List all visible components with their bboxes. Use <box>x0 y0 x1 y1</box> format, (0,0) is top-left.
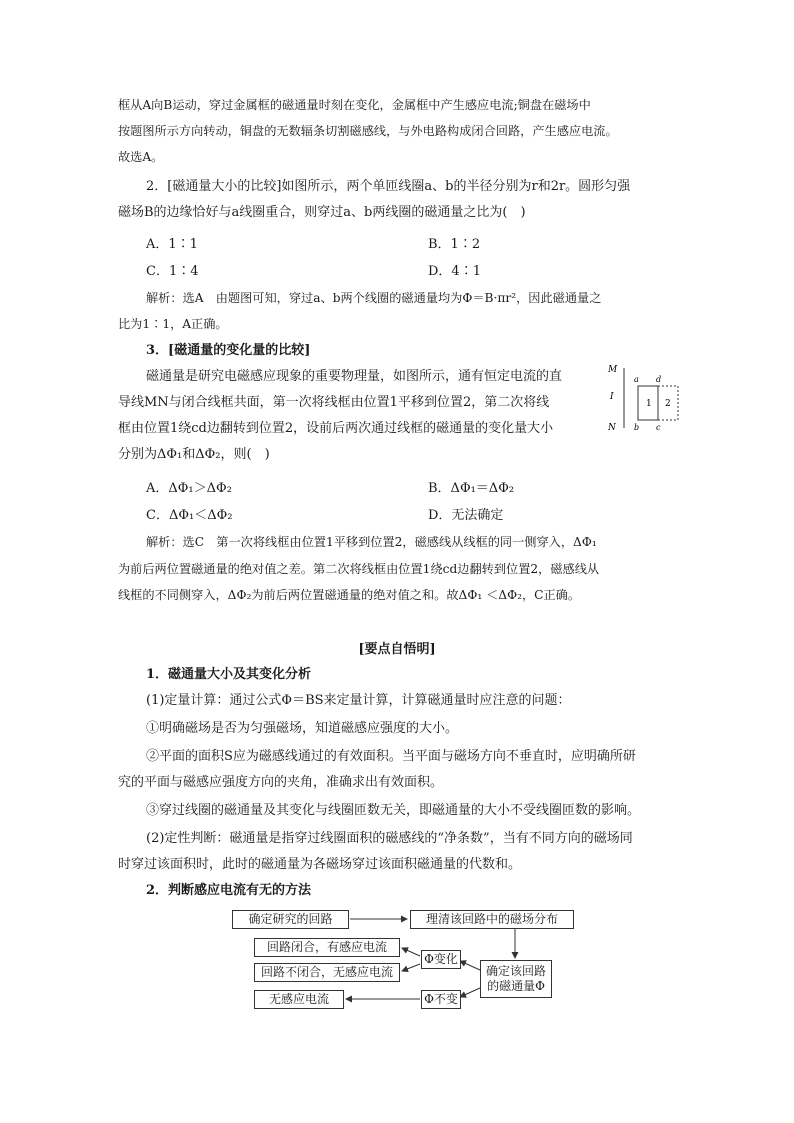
label-i: I <box>610 392 614 402</box>
flow-node-no-current: 无感应电流 <box>254 990 344 1009</box>
text-line: 时穿过该面积时，此时的磁通量为各磁场穿过该面积磁通量的代数和。 <box>118 857 522 872</box>
flow-node-determine-circuit: 确定研究的回路 <box>232 910 349 929</box>
label-d: d <box>656 375 662 384</box>
answer-explanation: 为前后两位置磁通量的绝对值之差。第二次将线框由位置1绕cd边翻转到位置2，磁感线从 <box>118 562 600 576</box>
flowchart <box>232 908 578 1014</box>
section-heading: 2．判断感应电流有无的方法 <box>146 883 312 898</box>
text-line: ②平面的面积S应为磁感线通过的有效面积。当平面与磁场方向不垂直时，应明确所研 <box>146 749 636 764</box>
label-b: b <box>634 423 640 432</box>
text-line: 究的平面与磁感应强度方向的夹角，准确求出有效面积。 <box>118 775 444 790</box>
option-a: A．ΔΦ₁＞ΔΦ₂ <box>146 481 232 496</box>
question-3-stem: 导线MN与闭合线框共面，第一次将线框由位置1平移到位置2，第二次将线 <box>118 395 550 410</box>
flow-node-closed-current: 回路闭合，有感应电流 <box>254 938 400 957</box>
question-3-stem: 框由位置1绕cd边翻转到位置2，设前后两次通过线框的磁通量的变化量大小 <box>118 421 554 436</box>
wire-loop-figure <box>604 362 696 434</box>
question-3-title: 3．[磁通量的变化量的比较] <box>146 343 311 358</box>
option-d: D．4∶1 <box>428 264 481 279</box>
answer-explanation: 线框的不同侧穿入，ΔΦ₂为前后两位置磁通量的绝对值之和。故ΔΦ₁ ＜ΔΦ₂，C正确。 <box>118 588 581 602</box>
answer-explanation: 比为1∶1，A正确。 <box>118 317 228 331</box>
answer-explanation: 解析：选A 由题图可知，穿过a、b两个线圈的磁通量均为Φ＝B·πr²，因此磁通量之 <box>146 291 602 305</box>
text-line: 故选A。 <box>118 150 164 164</box>
option-c: C．ΔΦ₁＜ΔΦ₂ <box>146 508 233 523</box>
option-b: B．1∶2 <box>428 237 481 252</box>
text-line: (2)定性判断：磁通量是指穿过线圈面积的磁感线的“净条数”，当有不同方向的磁场同 <box>146 831 633 846</box>
label-m: M <box>608 365 618 375</box>
question-2-stem: 2．[磁通量大小的比较]如图所示，两个单匝线圈a、b的半径分别为r和2r。圆形匀强 <box>146 179 631 194</box>
flow-node-text: 确定该回路 <box>485 964 546 978</box>
question-3-stem: 磁通量是研究电磁感应现象的重要物理量，如图所示，通有恒定电流的直 <box>146 369 563 384</box>
text-line: 框从A向B运动，穿过金属框的磁通量时刻在变化，金属框中产生感应电流;铜盘在磁场中 <box>118 98 591 112</box>
flow-node-determine-flux <box>480 960 552 998</box>
text-line: 按题图所示方向转动，铜盘的无数辐条切割磁感线，与外电路构成闭合回路，产生感应电流。 <box>118 124 618 138</box>
question-2-stem: 磁场B的边缘恰好与a线圈重合，则穿过a、b两线圈的磁通量之比为( ) <box>118 205 526 220</box>
option-a: A．1∶1 <box>146 237 198 252</box>
section-heading: 1．磁通量大小及其变化分析 <box>146 667 312 682</box>
label-n: N <box>608 423 616 433</box>
option-d: D．无法确定 <box>428 508 504 523</box>
flow-node-magnetic-distribution: 理清该回路中的磁场分布 <box>410 910 574 929</box>
flow-node-flux-changes: Φ变化 <box>421 950 461 969</box>
label-c: c <box>656 423 661 432</box>
question-3-stem: 分别为ΔΦ₁和ΔΦ₂，则( ) <box>118 447 270 462</box>
label-a: a <box>634 375 639 384</box>
option-c: C．1∶4 <box>146 264 199 279</box>
text-line: ①明确磁场是否为匀强磁场，知道磁感应强度的大小。 <box>146 721 459 736</box>
text-line: (1)定量计算：通过公式Φ＝BS来定量计算，计算磁通量时应注意的问题： <box>146 693 571 708</box>
flow-node-open-no-current: 回路不闭合，无感应电流 <box>254 963 400 982</box>
flow-node-text: 的磁通量Φ <box>487 979 545 993</box>
section-title: [要点自悟明] <box>358 642 436 657</box>
label-position-1: 1 <box>646 399 652 409</box>
flow-node-flux-unchanged: Φ不变 <box>421 990 461 1009</box>
label-position-2: 2 <box>665 399 671 409</box>
answer-explanation: 解析：选C 第一次将线框由位置1平移到位置2，磁感线从线框的同一侧穿入，ΔΦ₁ <box>146 535 597 549</box>
option-b: B．ΔΦ₁＝ΔΦ₂ <box>428 481 515 496</box>
text-line: ③穿过线圈的磁通量及其变化与线圈匝数无关，即磁通量的大小不受线圈匝数的影响。 <box>146 803 641 818</box>
